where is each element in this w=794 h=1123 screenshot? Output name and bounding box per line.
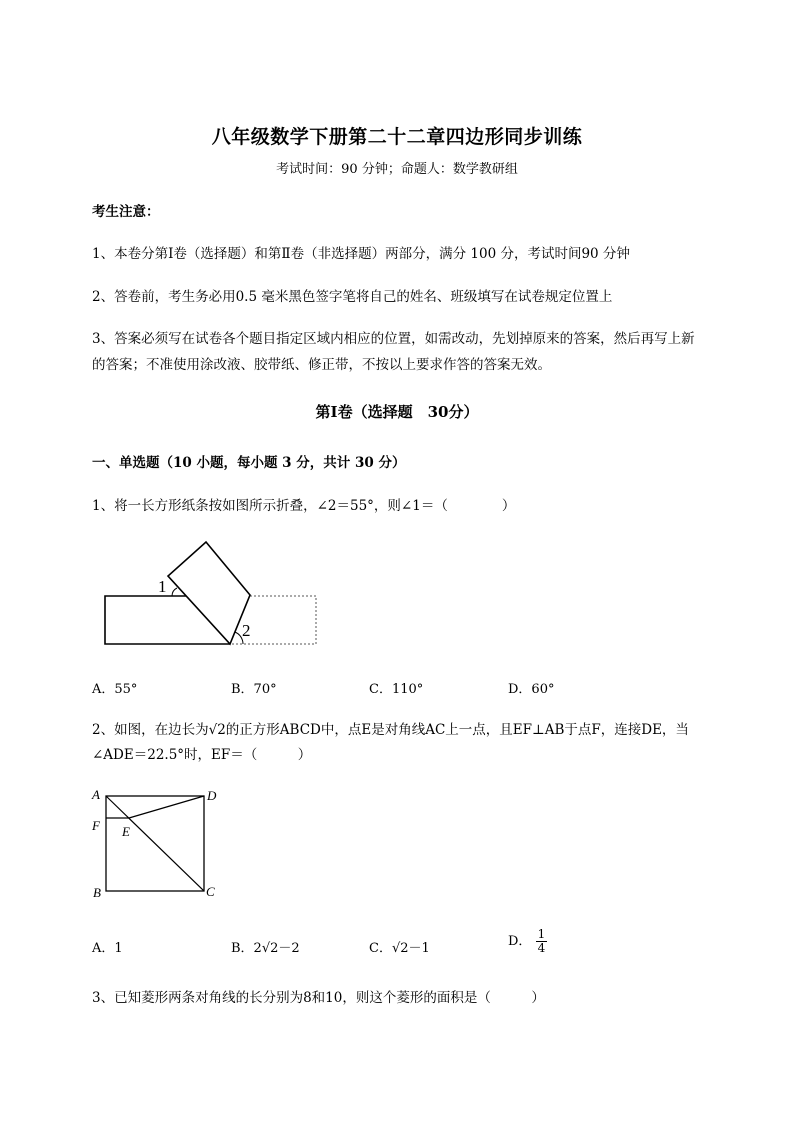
notice-item: 2、答卷前，考生务必用0.5 毫米黑色签字笔将自己的姓名、班级填写在试卷规定位置上 <box>92 289 613 305</box>
angle-1-label: 1 <box>158 577 167 596</box>
fraction-numerator: 1 <box>537 927 546 941</box>
vertex-d-label: D <box>207 788 217 803</box>
q2-option-d-fraction <box>536 928 548 955</box>
angle-1-arc <box>172 588 177 596</box>
vertex-a-label: A <box>92 787 100 802</box>
question-1-figure <box>100 538 322 650</box>
page-title: 八年级数学下册第二十二章四边形同步训练 <box>211 126 583 148</box>
q2-option-d[interactable] <box>508 928 547 955</box>
exam-subtitle: 考试时间：90 分钟；命题人：数学教研组 <box>276 162 518 177</box>
vertex-b-label: B <box>93 885 101 900</box>
q1-option-b[interactable]: B．70° <box>231 682 277 697</box>
section-title: 第Ⅰ卷（选择题 30分） <box>315 403 479 421</box>
q1-option-d[interactable]: D．60° <box>508 682 555 697</box>
fraction-denominator: 4 <box>537 941 546 955</box>
vertex-c-label: C <box>206 884 215 899</box>
part-title: 一、单选题（10 小题，每小题 3 分，共计 30 分） <box>92 455 406 471</box>
question-2-figure <box>88 784 228 904</box>
q1-option-c[interactable]: C．110° <box>369 682 424 697</box>
notice-heading: 考生注意： <box>92 204 160 220</box>
folded-flap <box>168 542 250 644</box>
notice-item: 3、答案必须写在试卷各个题目指定区域内相应的位置，如需改动，先划掉原来的答案，然后再写上新 <box>92 331 695 347</box>
notice-item: 1、本卷分第Ⅰ卷（选择题）和第Ⅱ卷（非选择题）两部分，满分 100 分，考试时间90 分钟 <box>92 246 630 262</box>
q2-option-a[interactable]: A．1 <box>92 941 123 956</box>
angle-2-label: 2 <box>242 621 251 640</box>
q2-option-b[interactable]: B．2√2－2 <box>231 941 300 956</box>
question-2-stem-line1: 2、如图，在边长为√2的正方形ABCD中，点E是对角线AC上一点，且EF⊥AB于点F，连接DE，当 <box>92 722 689 738</box>
segment-de <box>129 796 204 818</box>
notice-item: 的答案；不准使用涂改液、胶带纸、修正带，不按以上要求作答的答案无效。 <box>92 357 551 373</box>
q2-option-c[interactable]: C．√2－1 <box>369 941 430 956</box>
point-e-label: E <box>122 824 130 839</box>
point-f-label: F <box>92 818 100 833</box>
question-2-stem-line2: ∠ADE＝22.5°时，EF＝（ ） <box>92 747 312 763</box>
q2-option-d-label: D． <box>508 934 532 949</box>
question-3-stem: 3、已知菱形两条对角线的长分别为8和10，则这个菱形的面积是（ ） <box>92 990 545 1006</box>
question-1-stem: 1、将一长方形纸条按如图所示折叠，∠2＝55°，则∠1＝（ ） <box>92 498 516 514</box>
q1-option-a[interactable]: A．55° <box>92 682 138 697</box>
